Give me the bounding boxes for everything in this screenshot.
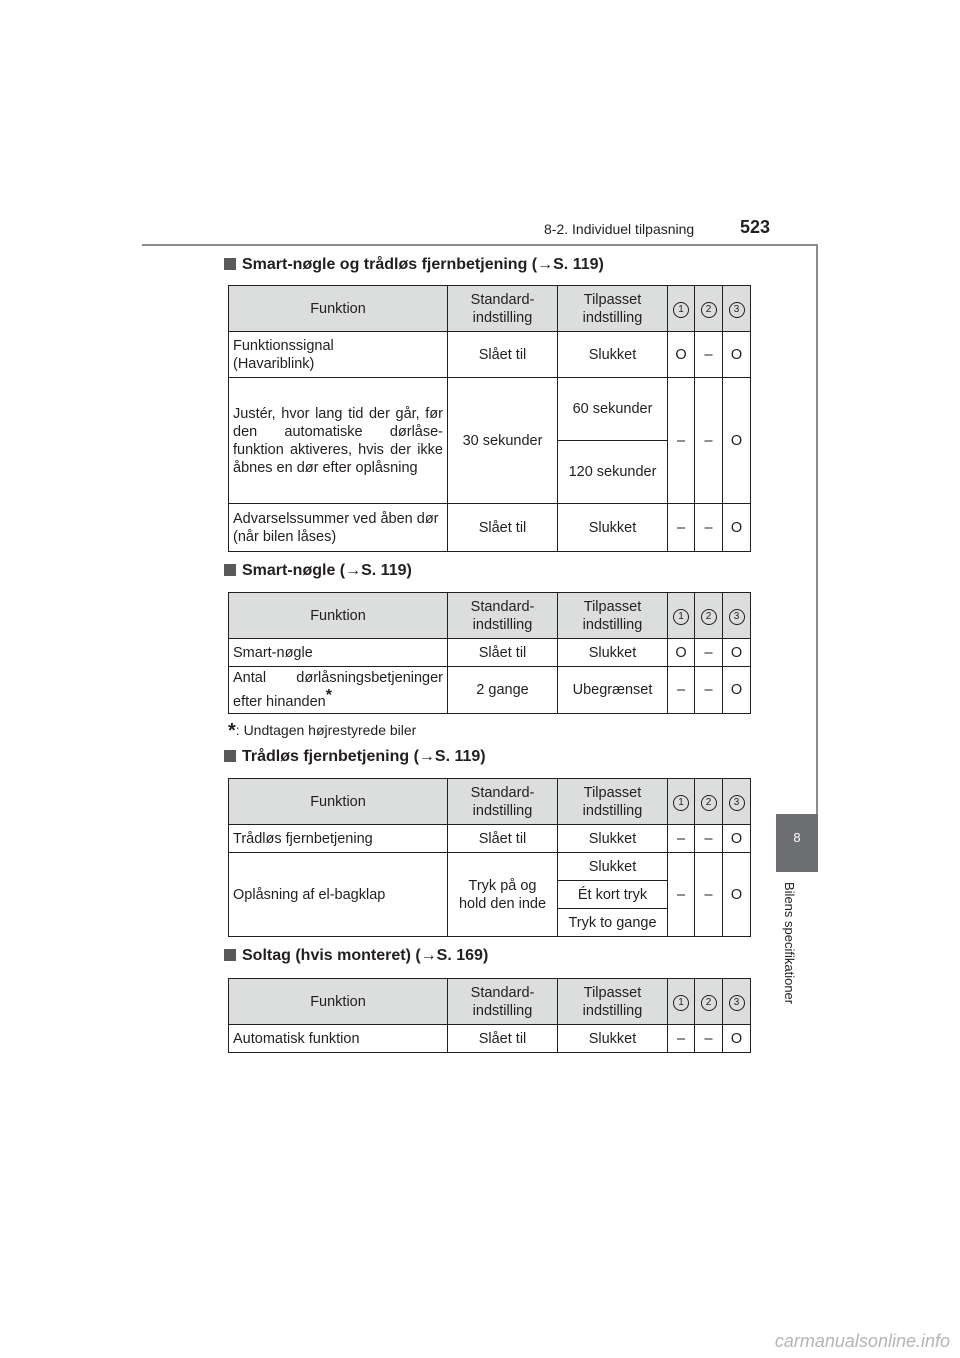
section-title: 8-2. Individuel tilpasning: [544, 221, 695, 237]
table-row: Tryk to gange: [229, 909, 751, 937]
table-row: Trådløs fjernbetjening Slået til Slukket – – O: [229, 825, 751, 853]
col-2: [695, 286, 723, 332]
table-header-row: [229, 286, 751, 332]
table-row: Automatisk funktion Slået til Slukket – – O: [229, 1025, 751, 1053]
table-row: 120 sekunder: [229, 441, 751, 504]
section-heading: Smart-nøgle og trådløs fjernbetjening (→S. 119): [224, 256, 604, 274]
circled-1-icon: 1: [673, 995, 689, 1011]
table-row: Funktionssignal (Havariblink) Slået til Slukket O – O: [229, 332, 751, 378]
settings-table: [228, 978, 751, 1053]
col-1: [668, 286, 695, 332]
square-bullet-icon: [224, 949, 236, 961]
circled-1-icon: 1: [673, 302, 689, 318]
sidebar-rule: [816, 246, 818, 816]
circled-3-icon: 3: [729, 795, 745, 811]
circled-2-icon: 2: [701, 302, 717, 318]
table-header-row: Funktion Standard- indstilling Tilpasset indstilling 1 2 3: [229, 593, 751, 639]
col-tilpasset: Tilpasset indstilling: [558, 286, 668, 332]
square-bullet-icon: [224, 750, 236, 762]
circled-2-icon: 2: [701, 609, 717, 625]
chapter-number: 8: [793, 830, 801, 845]
table-header-row: Funktion Standard- indstilling Tilpasset indstilling 1 2 3: [229, 779, 751, 825]
settings-table: [228, 592, 751, 714]
circled-3-icon: 3: [729, 609, 745, 625]
square-bullet-icon: [224, 564, 236, 576]
table-row: Ét kort tryk: [229, 881, 751, 909]
table-row: Smart-nøgle Slået til Slukket O – O: [229, 639, 751, 667]
col-3: [723, 286, 751, 332]
table-row: Antal dørlåsningsbetjeninger efter hinanden* 2 gange Ubegrænset – – O: [229, 667, 751, 714]
square-bullet-icon: [224, 258, 236, 270]
watermark: carmanualsonline.info: [774, 1331, 950, 1351]
settings-table: [228, 778, 751, 937]
table-row: Justér, hvor lang tid der går, før den automatiske dørlåse-funktion aktiveres, hvis der ikke åbnes en dør efter oplåsning 30 sekunder 60 sekunder – – O: [229, 378, 751, 441]
circled-1-icon: 1: [673, 609, 689, 625]
footnote: *: Undtagen højrestyrede biler: [228, 720, 417, 742]
table-header-row: Funktion Standard- indstilling Tilpasset indstilling 1 2 3: [229, 979, 751, 1025]
circled-2-icon: 2: [701, 795, 717, 811]
section-heading: Trådløs fjernbetjening (→S. 119): [224, 748, 486, 766]
header-rule: [142, 244, 818, 246]
circled-3-icon: 3: [729, 302, 745, 318]
section-heading: Soltag (hvis monteret) (→S. 169): [224, 947, 488, 965]
circled-2-icon: 2: [701, 995, 717, 1011]
col-funktion: Funktion: [229, 286, 448, 332]
table-row: Advarselssummer ved åben dør (når bilen låses) Slået til Slukket – – O: [229, 504, 751, 552]
circled-3-icon: 3: [729, 995, 745, 1011]
section-heading: Smart-nøgle (→S. 119): [224, 562, 412, 580]
page-number: 523: [740, 217, 771, 237]
table-row: Oplåsning af el-bagklap Tryk på og hold den inde Slukket – – O: [229, 853, 751, 881]
circled-1-icon: 1: [673, 795, 689, 811]
col-standard: Standard- indstilling: [448, 286, 558, 332]
settings-table: [228, 285, 751, 552]
